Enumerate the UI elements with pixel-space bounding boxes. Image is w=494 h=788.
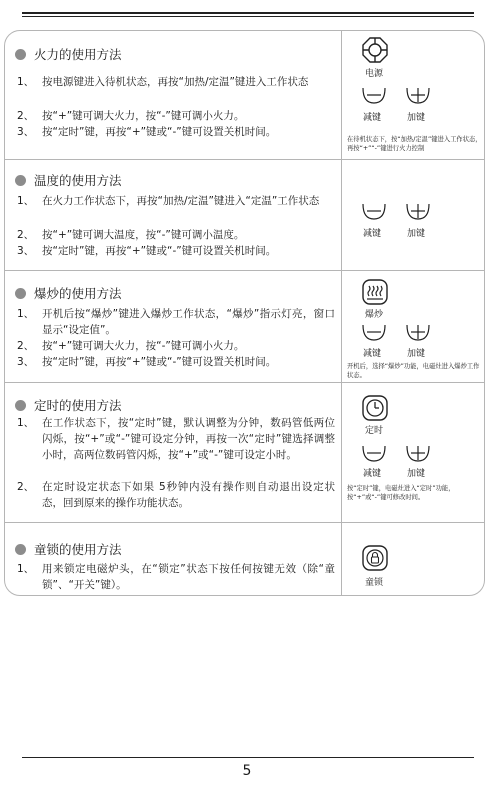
diagram-note: 在待机状态下，按“加热/定温”键进入工作状态，再按“+”“-”键进行火力控制 bbox=[347, 136, 482, 152]
section-text bbox=[5, 523, 342, 596]
section-diagram bbox=[341, 271, 484, 382]
bullet-icon bbox=[15, 288, 26, 299]
section-text bbox=[5, 271, 342, 382]
plus-key-icon bbox=[405, 444, 431, 462]
section-title: 定时的使用方法 bbox=[15, 396, 122, 414]
section-title: 火力的使用方法 bbox=[15, 45, 122, 63]
header-rule-thick bbox=[22, 12, 474, 14]
list-item: 2、 按“+”键可调大火力，按“-”键可调小火力。 bbox=[17, 340, 245, 352]
section-stir-fry bbox=[5, 270, 484, 382]
plus-key-icon bbox=[405, 323, 431, 341]
list-item: 2、 按“+”键可调大火力，按“-”键可调小火力。 bbox=[17, 110, 245, 122]
bullet-icon bbox=[15, 544, 26, 555]
minus-key-label: 减键 bbox=[363, 113, 382, 123]
minus-key-icon bbox=[361, 323, 387, 341]
list-item: 1、 开机后按“爆炒”键进入爆炒工作状态，“爆炒”指示灯亮，窗口显示“设定值”。 bbox=[17, 308, 335, 336]
minus-key-label: 减键 bbox=[363, 229, 382, 239]
minus-key-icon bbox=[361, 444, 387, 462]
list-item: 1、 按电源键进入待机状态，再按“加热/定温”键进入工作状态 bbox=[17, 76, 309, 88]
section-title: 童锁的使用方法 bbox=[15, 540, 122, 558]
minus-key-label: 减键 bbox=[363, 349, 382, 359]
section-timer bbox=[5, 382, 484, 522]
section-child-lock bbox=[5, 522, 484, 596]
minus-key-label: 减键 bbox=[363, 469, 382, 479]
section-diagram bbox=[341, 523, 484, 596]
section-diagram bbox=[341, 383, 484, 522]
list-item: 1、 用来锁定电磁炉头，在“锁定”状态下按任何按键无效（除“童锁”、“开关”键）。 bbox=[17, 563, 335, 591]
bullet-icon bbox=[15, 49, 26, 60]
page-number: 5 bbox=[242, 763, 252, 779]
diagram-note: 开机后，选择“爆炒”功能，电磁灶进入爆炒工作状态。 bbox=[347, 363, 480, 379]
section-text bbox=[5, 383, 342, 522]
lock-icon bbox=[362, 545, 388, 571]
minus-key-icon bbox=[361, 86, 387, 104]
list-item: 1、 在火力工作状态下，再按“加热/定温”键进入“定温”工作状态 bbox=[17, 195, 320, 207]
bullet-icon bbox=[15, 175, 26, 186]
stir-fry-icon bbox=[362, 279, 388, 305]
diagram-note: 按“定时”键，电磁灶进入“定时”功能，按“+”或“-”键可修改时间。 bbox=[347, 485, 455, 501]
plus-key-icon bbox=[405, 202, 431, 220]
plus-key-icon bbox=[405, 86, 431, 104]
section-title: 温度的使用方法 bbox=[15, 171, 122, 189]
section-title: 爆炒的使用方法 bbox=[15, 284, 122, 302]
plus-key-label: 加键 bbox=[407, 113, 426, 123]
timer-icon bbox=[362, 395, 388, 421]
list-item: 3、 按“定时”键，再按“+”键或“-”键可设置关机时间。 bbox=[17, 356, 277, 368]
footer-rule bbox=[22, 757, 474, 758]
instructions-panel bbox=[4, 30, 485, 596]
section-diagram bbox=[341, 31, 484, 159]
plus-key-label: 加键 bbox=[407, 349, 426, 359]
power-label: 电源 bbox=[365, 69, 384, 79]
section-temperature bbox=[5, 159, 484, 270]
plus-key-label: 加键 bbox=[407, 469, 426, 479]
bullet-icon bbox=[15, 400, 26, 411]
section-diagram bbox=[341, 160, 484, 270]
section-text bbox=[5, 160, 342, 270]
minus-key-icon bbox=[361, 202, 387, 220]
list-item: 1、 在工作状态下，按“定时”键，默认调整为分钟，数码管低两位闪烁，按“+”或“-”键可设定分钟，再按一次“定时”键选择调整小时，高两位数码管闪烁，按“+”或“-”键可设定小时。 bbox=[17, 417, 335, 461]
stir-fry-label: 爆炒 bbox=[365, 310, 384, 320]
power-icon bbox=[362, 37, 388, 63]
section-fire-power bbox=[5, 31, 484, 159]
timer-label: 定时 bbox=[365, 426, 384, 436]
list-item: 2、 在定时设定状态下如果 5秒钟内没有操作则自动退出设定状态，回到原来的操作功能状态。 bbox=[17, 481, 335, 509]
list-item: 3、 按“定时”键，再按“+”键或“-”键可设置关机时间。 bbox=[17, 245, 277, 257]
lock-label: 童锁 bbox=[365, 578, 384, 588]
header-rule-thin bbox=[22, 16, 474, 17]
list-item: 2、 按“+”键可调大温度，按“-”键可调小温度。 bbox=[17, 229, 245, 241]
section-text bbox=[5, 31, 342, 159]
list-item: 3、 按“定时”键，再按“+”键或“-”键可设置关机时间。 bbox=[17, 126, 277, 138]
plus-key-label: 加键 bbox=[407, 229, 426, 239]
